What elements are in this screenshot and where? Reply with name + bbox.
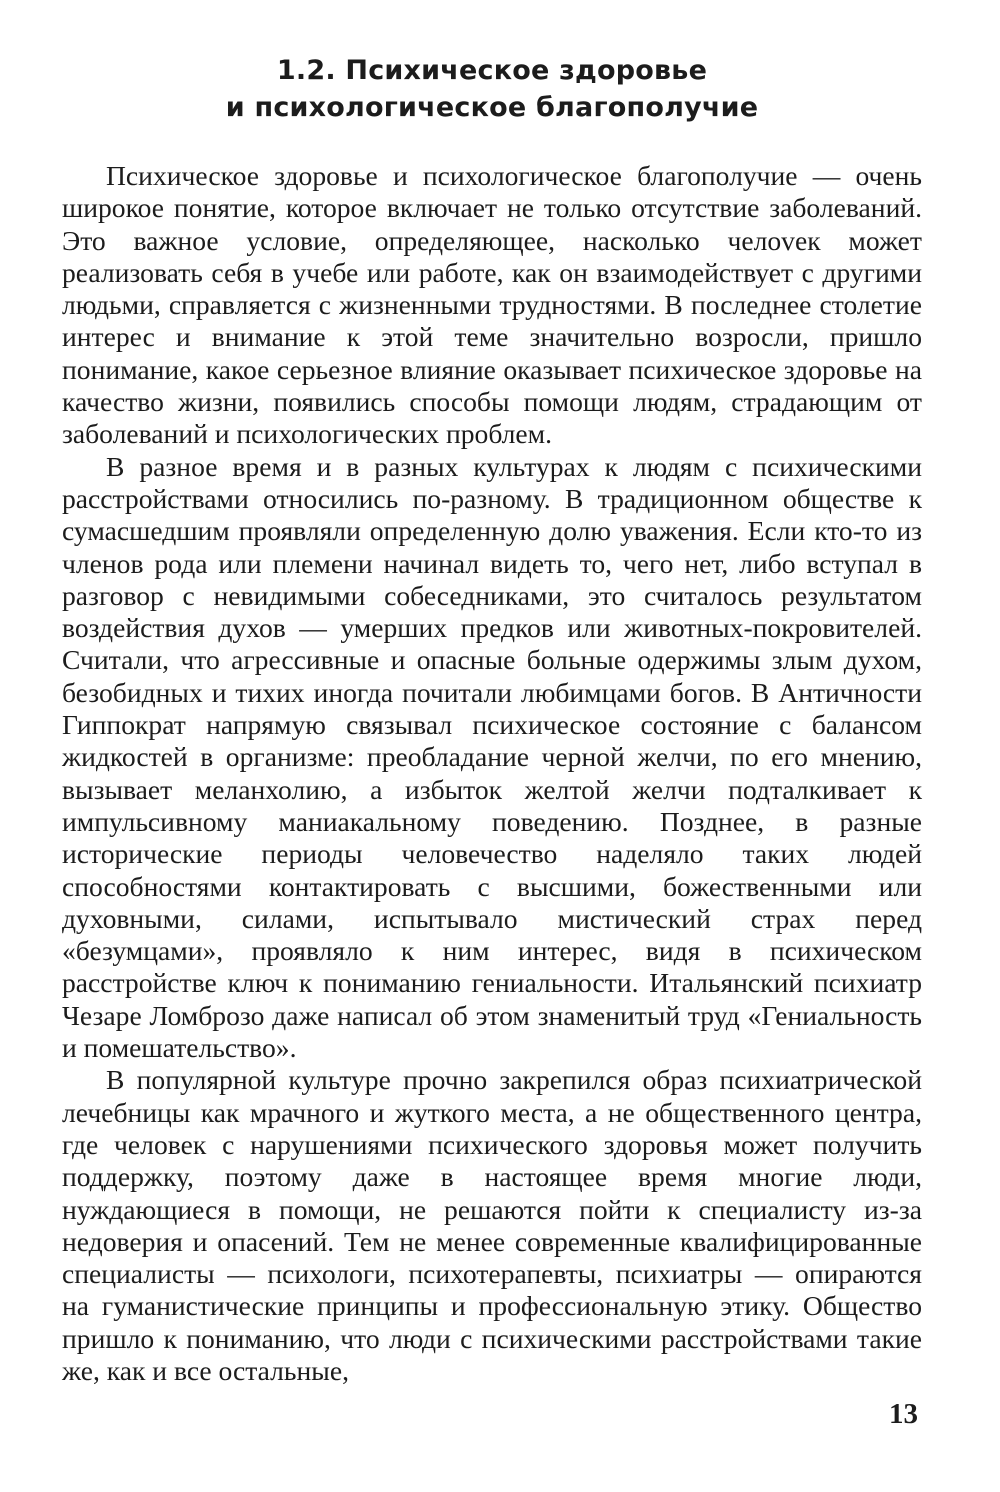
section-heading-line-1: 1.2. Психическое здоровье [276,55,708,86]
page-number: 13 [889,1398,918,1430]
paragraph-1: Психическое здоровье и психологическое благополучие — очень широкое понятие, которое включает не только отсутствие заболеваний. Это важное условие, определяющее, насколько челоvек может реализовать себя в учебе или работе, как он взаимодействует с другими людьми, справляется с жизненными трудностями. В последнее столетие интерес и внимание к этой теме значительно возросли, пришло понимание, какое серьезное влияние оказывает психическое здоровье на качество жизни, появились способы помощи людям, страдающим от заболеваний и психологических проблем. [62,160,922,450]
section-heading-line-2: и психологическое благополучие [225,92,759,123]
paragraph-3: В популярной культуре прочно закрепился образ психиатрической лечебницы как мрачного и жуткого места, а не общественного центра, где человек с нарушениями психического здоровья может получить поддержку, поэтому даже в настоящее время многие люди, нуждающиеся в помощи, не решаются пойти к специалисту из-за недоверия и опасений. Тем не менее современные квалифицированные специалисты — психологи, психотерапевты, психиатры — опираются на гуманистические принципы и профессиональную этику. Общество пришло к пониманию, что люди с психическими расстройствами такие же, как и все остальные, [62,1064,922,1386]
section-heading [62,52,922,126]
paragraph-2: В разное время и в разных культурах к людям с психическими расстройствами относились по-разному. В традиционном обществе к сумасшедшим проявляли определенную долю уважения. Если кто-то из членов рода или племени начинал видеть то, чего нет, либо вступал в разговор с невидимыми собеседниками, это считалось результатом воздействия духов — умерших предков или животных-покровителей. Считали, что агрессивные и опасные больные одержимы злым духом, безобидных и тихих иногда почитали любимцами богов. В Античности Гиппократ напрямую связывал психическое состояние с балансом жидкостей в организме: преобладание черной желчи, по его мнению, вызывает меланхолию, а избыток желтой желчи подталкивает к импульсивному маниакальному поведению. Позднее, в разные исторические периоды человечество наделяло таких людей способностями контактировать с высшими, божественными или духовными, силами, испытывало мистический страх перед «безумцами», проявляло к ним интерес, видя в психическом расстройстве ключ к пониманию гениальности. Итальянский психиатр Чезаре Ломброзо даже написал об этом знаменитый труд «Гениальность и помешательство». [62,450,922,1064]
